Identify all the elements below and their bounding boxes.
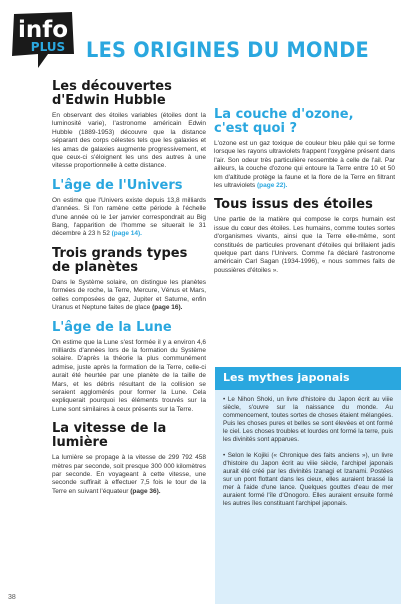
heading-hubble — [52, 80, 206, 108]
heading-hubble-line1: Les découvertes — [52, 79, 172, 94]
section-age-lune — [52, 321, 206, 415]
page-ref-16[interactable]: (page 16). — [152, 304, 183, 312]
page-ref-22[interactable]: (page 22). — [257, 182, 288, 190]
page-ref-36[interactable]: (page 36). — [130, 487, 161, 495]
heading-vitesse-lumiere: La vitesse de la lumière — [52, 421, 167, 451]
heading-ozone-line2: c'est quoi ? — [214, 121, 297, 136]
left-column — [52, 80, 206, 504]
section-vitesse-lumiere — [52, 422, 206, 496]
section-planetes — [52, 247, 206, 313]
text-vitesse-lumiere — [52, 454, 206, 496]
section-age-univers — [52, 179, 206, 239]
heading-planetes — [52, 247, 206, 275]
heading-age-lune: L'âge de la Lune — [52, 319, 172, 335]
text-planetes-body: Dans le Système solaire, on distingue les planètes formées de roche, la Terre, Mercure, Vénus et Mars, celles composées de gaz, Jupiter et Saturne, enfin Uranus et Neptune faites de glace — [52, 278, 206, 312]
heading-ozone — [214, 108, 395, 136]
heading-ozone-line1: La couche d'ozone, — [214, 107, 354, 122]
text-vitesse-body: La lumière se propage à la vitesse de 299 792 458 mètres par seconde, soit presque 300 000 kilomètres par seconde. En voyageant à cette vitesse, une seconde suffirait à effectuer 7,5 fois le tour de la Terre en suivant l'équateur — [52, 454, 206, 495]
text-age-univers — [52, 197, 206, 239]
section-ozone — [214, 108, 395, 190]
heading-hubble-line2: d'Edwin Hubble — [52, 93, 166, 108]
text-age-lune: On estime que la Lune s'est formée il y a environ 4,6 milliards d'années lors de la formation du Système solaire. D'après la théorie la plus communément admise, juste après la formation de la Terre, celle-ci aurait été heurtée par une planète de la taille de Mars, et les débris résultant de la collision se seraient agglomérés pour former la Lune. Cela expliquerait pourquoi les éléments trouvés sur la Lune sont similaires à ceux présents sur la Terre. — [52, 338, 206, 413]
page-ref-14[interactable]: (page 14). — [111, 230, 142, 238]
box-header — [215, 367, 401, 390]
heading-planetes-line2: de planètes — [52, 259, 139, 275]
heading-planetes-line1: Trois grands types — [52, 245, 188, 261]
logo-text-info: info — [17, 17, 69, 43]
heading-age-univers: L'âge de l'Univers — [52, 177, 183, 193]
section-hubble — [52, 80, 206, 171]
text-age-univers-body: On estime que l'Univers existe depuis 13,8 milliards d'années. Si l'on ramène cette période à l'échelle d'une année où le 1er janvier correspondrait au Big Bang, l'apparition de l'homme se situerait le 31 décembre à 23 h 52 — [52, 196, 206, 238]
page-number: 38 — [8, 594, 16, 601]
text-hubble: En observant des étoiles variables (étoiles dont la luminosité varie), l'astronome américain Edwin Hubble (1889-1953) découvre que la distance séparant des corps célestes tels que les galaxies et les amas de galaxies augmente progressivement, et que ceux-ci s'éloignent les uns des autres à une vitesse proportionnelle à cette distance. — [52, 112, 206, 170]
logo-text-plus: PLUS — [30, 40, 66, 54]
text-planetes — [52, 279, 206, 313]
box-body — [215, 390, 401, 508]
text-ozone — [214, 140, 395, 190]
section-etoiles — [214, 198, 395, 275]
box-paragraph-kojiki: • Selon le Kojiki (« Chronique des faits anciens »), un livre d'histoire du Japon écrit au viiie siècle, l'archipel japonais aurait été créé par les divinités Izanagi et Izanami. Postées sur un pont flottant dans les cieux, elles auraient brassé la mer à l'aide d'une lance. Quelques gouttes d'eau de mer auraient formé l'île d'Onogoro. Elles auraient ensuite formé les autres îles constituant l'archipel japonais. — [223, 451, 393, 508]
heading-etoiles: Tous issus des étoiles — [214, 197, 373, 213]
right-column — [214, 108, 395, 283]
page-title: LES ORIGINES DU MONDE — [86, 38, 370, 62]
mythes-japonais-box — [215, 367, 401, 604]
text-ozone-body: L'ozone est un gaz toxique de couleur bleu pâle qui se forme lorsque les rayons ultraviolets frappent l'oxygène présent dans l'air. Son odeur très particulière ressemble à celle de l'ail. Par ailleurs, la couche d'ozone qui entoure la Terre entre 10 et 50 km d'altitude protège la faune et la flore de la Terre en filtrant les ultraviolets — [214, 140, 395, 190]
text-etoiles: Une partie de la matière qui compose le corps humain est issue du cœur des étoiles. Les humains, comme toutes sortes d'organismes vivants, ainsi que la Terre elle-même, sont constitués de particules provenant d'étoiles qui brillaient jadis quelque part dans l'Univers. Comme l'a déclaré l'astronome américain Carl Sagan (1934-1996), « nous sommes faits de poussières d'étoiles ». — [214, 216, 395, 274]
info-plus-logo — [8, 10, 78, 72]
box-title: Les mythes japonais — [223, 371, 350, 384]
box-paragraph-nihon-shoki: • Le Nihon Shoki, un livre d'histoire du Japon écrit au viiie siècle, s'ouvre sur la naissance du monde. Au commencement, toutes sortes de choses étaient mélangées. Puis les choses pures et belles se sont élevées et ont formé le ciel. Les choses troubles et lourdes ont formé la terre, puis les divinités sont apparues. — [223, 396, 393, 444]
